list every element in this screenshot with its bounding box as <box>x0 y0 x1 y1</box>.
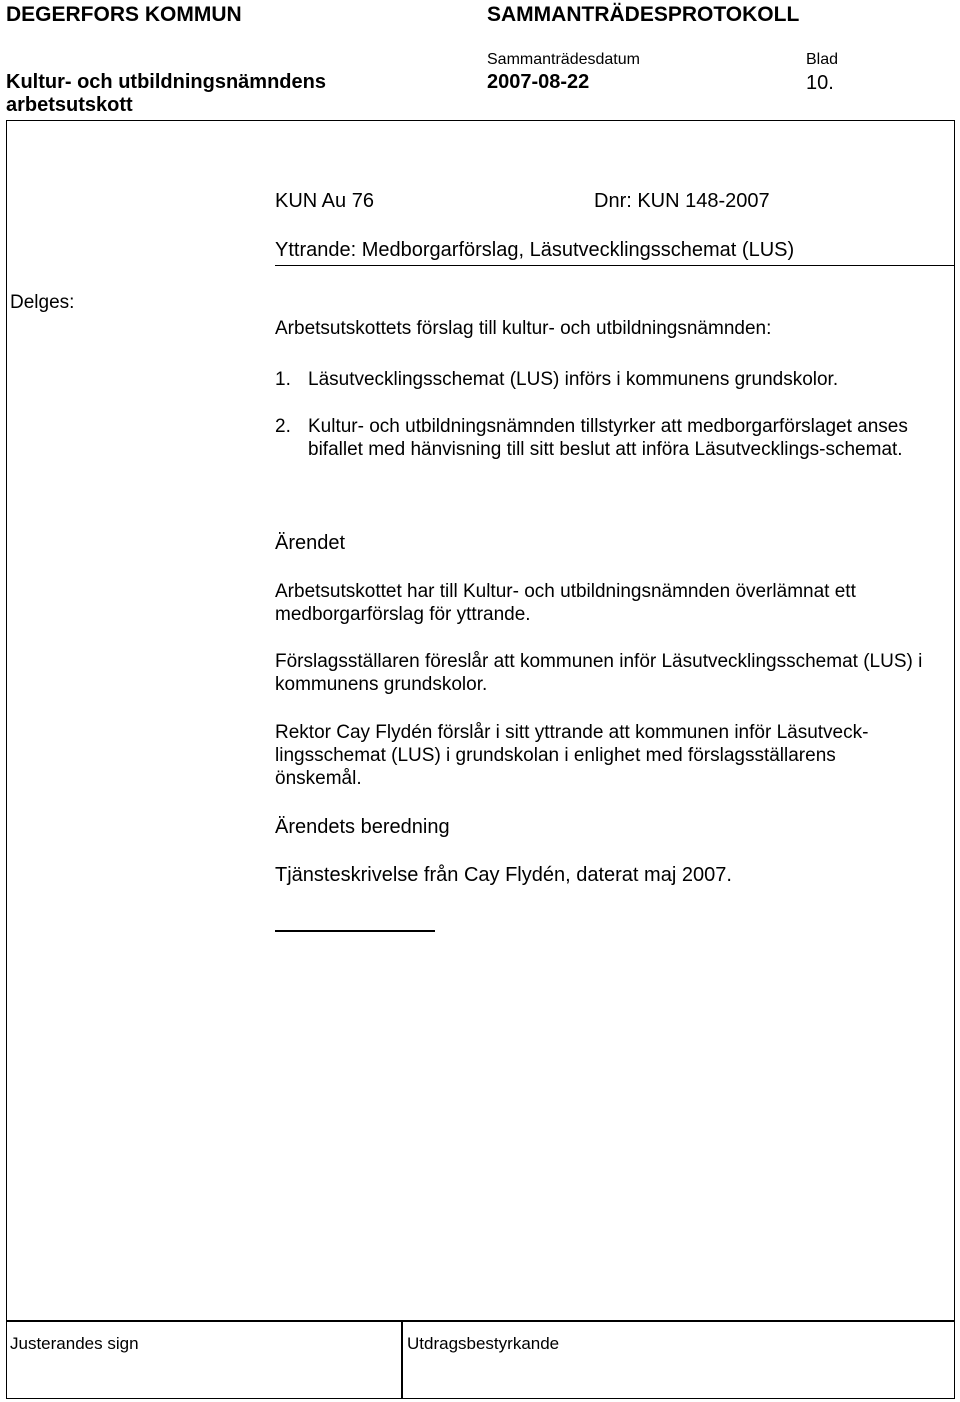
arendet-paragraph: Rektor Cay Flydén förslår i sitt yttrande att kommunen inför Läsutveck-lingsschemat (LUS) i grundskolan i enlighet med förslagsställarens önskemål. <box>275 722 869 789</box>
end-separator <box>275 930 435 932</box>
committee-name: Kultur- och utbildningsnämndens <box>6 71 326 93</box>
arendet-heading: Ärendet <box>275 532 346 554</box>
proposal-item-number: 1. <box>275 369 291 390</box>
case-paragraph: KUN Au 76 <box>275 190 374 212</box>
page-label: Blad <box>806 51 839 68</box>
title-underline <box>275 265 955 266</box>
extract-box <box>401 1320 955 1399</box>
beredning-text: Tjänsteskrivelse från Cay Flydén, daterat maj 2007. <box>275 864 732 886</box>
arendet-paragraph: Förslagsställaren föreslår att kommunen inför Läsutvecklingsschemat (LUS) i kommunens grundskolor. <box>275 651 923 695</box>
signature-label: Justerandes sign <box>10 1334 139 1353</box>
meeting-date-label: Sammanträdesdatum <box>487 51 640 68</box>
municipality-name: DEGERFORS KOMMUN <box>6 3 242 26</box>
proposal-heading: Arbetsutskottets förslag till kultur- och utbildningsnämnden: <box>275 318 772 339</box>
page-number: 10. <box>806 72 834 94</box>
extract-label: Utdragsbestyrkande <box>407 1334 560 1353</box>
meeting-date: 2007-08-22 <box>487 71 590 93</box>
proposal-item-number: 2. <box>275 416 291 437</box>
distribution-label: Delges: <box>10 292 75 313</box>
case-dnr: Dnr: KUN 148-2007 <box>594 190 770 212</box>
beredning-heading: Ärendets beredning <box>275 816 450 838</box>
case-title: Yttrande: Medborgarförslag, Läsutvecklingsschemat (LUS) <box>275 239 795 261</box>
signature-box <box>6 1320 403 1399</box>
proposal-item-text: Läsutvecklingsschemat (LUS) införs i kommunens grundskolor. <box>308 369 839 390</box>
arendet-paragraph: Arbetsutskottet har till Kultur- och utbildningsnämnden överlämnat ett medborgarförslag för yttrande. <box>275 581 856 625</box>
committee-name-cont: arbetsutskott <box>6 94 133 116</box>
proposal-item-text: Kultur- och utbildningsnämnden tillstyrker att medborgarförslaget anses bifallet med hänvisning till sitt beslut att införa Läsutvecklings-schemat. <box>308 416 908 460</box>
document-type: SAMMANTRÄDESPROTOKOLL <box>487 3 800 26</box>
